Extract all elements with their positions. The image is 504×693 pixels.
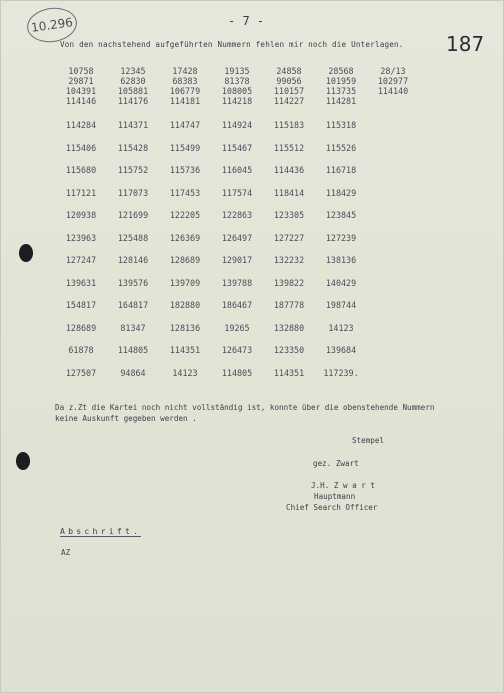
number-cell: 139631 [65,277,97,288]
number-cell: 127507 [65,367,97,378]
number-cell: 120938 [65,210,97,220]
number-cell: 61878 [68,345,94,355]
number-row [55,255,425,278]
number-cell: 139822 [273,277,305,288]
number-cell: 14123 [172,367,198,378]
number-cell: 114747 [169,120,201,130]
number-cell: 115752 [117,165,149,175]
number-cell: 94864 [120,367,146,378]
number-cell: 115680 [65,165,97,175]
number-cell: 117121 [65,187,97,198]
number-cell: 186467 [221,300,253,310]
number-cell: 115526 [325,142,357,153]
number-cell: 19265 [224,322,250,333]
number-cell: 126473 [221,345,253,355]
number-cell: 118429 [325,187,357,198]
punch-hole-bottom [16,452,30,470]
number-cell: 129017 [221,255,253,265]
number-cell: 117239. [323,367,359,378]
number-cell: 140429 [325,277,357,288]
number-cell: 114284 [65,120,97,130]
number-cell: 132880 [273,322,305,333]
number-grid [55,66,425,390]
number-row [55,66,425,106]
number-cell: 115512 [273,142,305,153]
signatory-name: J.H. Z w a r t [311,481,376,490]
number-cell: 128136 [169,322,201,333]
number-cell: 126369 [169,232,201,243]
number-cell: 198744 [325,300,357,310]
note-text: Da z.Zt die Kartei noch nicht vollständig ist, konnte über die obenstehende Nummern keine Auskunft gegeben werden . [55,403,435,423]
stempel-label: Stempel [352,436,385,445]
number-cell: 139788 [221,277,253,288]
page-number: - 7 - [228,14,265,28]
number-cell: 81347 [120,322,146,333]
number-cell: 114805 [221,367,253,378]
number-cell: 28/13 102977 114140 [377,66,409,96]
number-cell: 24858 99056 110157 114227 [273,66,305,106]
number-cell: 121699 [117,210,149,220]
number-row [55,120,425,143]
number-cell: 115183 [273,120,305,130]
signatory-title: Chief Search Officer [286,503,378,512]
number-cell: 125488 [117,232,149,243]
number-cell: 115428 [117,142,149,153]
number-cell: 14123 [328,322,354,333]
number-row [55,368,425,391]
number-row [55,188,425,211]
number-cell: 117073 [117,187,149,198]
gez-signature: gez. Zwart [313,459,359,468]
number-row [55,323,425,346]
number-cell: 116045 [221,165,253,175]
number-row [55,278,425,301]
intro-text: Von den nachstehend aufgeführten Nummern fehlen mir noch die Unterlagen. [60,40,404,49]
number-cell: 117453 [169,187,201,198]
number-cell: 118414 [273,187,305,198]
number-cell: 19135 81378 108005 114218 [221,66,253,106]
number-cell: 115736 [169,165,201,175]
number-cell: 187778 [273,300,305,310]
number-cell: 116718 [325,165,357,175]
number-cell: 139684 [325,345,357,355]
number-cell: 114436 [273,165,305,175]
number-cell: 123845 [325,210,357,220]
number-cell: 123350 [273,345,305,355]
number-cell: 128146 [117,255,149,265]
az-label: AZ [61,548,71,557]
number-cell: 114351 [169,345,201,355]
number-cell: 10758 29871 104391 114146 [65,66,97,106]
number-cell: 128689 [65,322,97,333]
number-cell: 182880 [169,300,201,310]
number-cell: 117574 [221,187,253,198]
number-cell: 127227 [273,232,305,243]
reference-number: 10.296 [30,15,74,35]
number-cell: 122863 [221,210,253,220]
number-cell: 115406 [65,142,97,153]
number-cell: 126497 [221,232,253,243]
number-cell: 115499 [169,142,201,153]
number-cell: 114371 [117,120,149,130]
number-cell: 17428 68383 106779 114181 [169,66,201,106]
signatory-rank: Hauptmann [314,492,356,501]
number-cell: 164817 [117,300,149,310]
number-row [55,143,425,166]
number-cell: 114805 [117,345,149,355]
number-row [55,300,425,323]
number-cell: 139709 [169,277,201,288]
number-cell: 115318 [325,120,357,130]
number-cell: 12345 62830 105881 114176 [117,66,149,106]
stamp-number: 187 [446,32,485,56]
number-row [55,210,425,233]
number-row [55,165,425,188]
number-cell: 128689 [169,255,201,265]
punch-hole-top [19,244,33,262]
number-cell: 127247 [65,255,97,265]
number-cell: 115467 [221,142,253,153]
number-cell: 139576 [117,277,149,288]
number-row [55,345,425,368]
number-cell: 114351 [273,367,305,378]
abschrift-heading: Abschrift. [60,526,142,536]
number-cell: 123305 [273,210,305,220]
number-cell: 114924 [221,120,253,130]
number-cell: 138136 [325,255,357,265]
number-cell: 28568 101959 113735 114281 [325,66,357,106]
number-row [55,233,425,256]
number-cell: 154817 [65,300,97,310]
number-cell: 122205 [169,210,201,220]
number-cell: 127239 [325,232,357,243]
number-cell: 132232 [273,255,305,265]
number-cell: 123963 [65,232,97,243]
